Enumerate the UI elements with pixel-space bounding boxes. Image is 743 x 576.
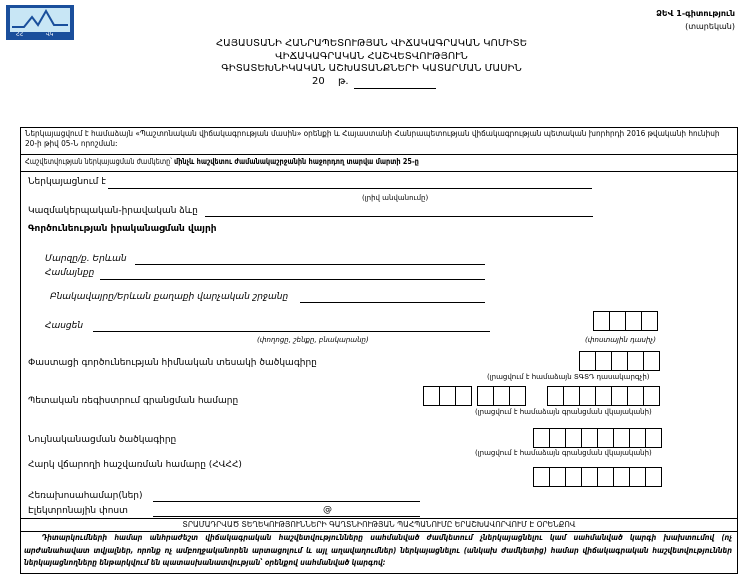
phone-label: Հեռախոսահամար(ներ) xyxy=(28,491,143,501)
location-title: Գործունեության իրականացման վայրի xyxy=(28,224,217,234)
submitter-hint: (լրիվ անվանումը) xyxy=(362,194,429,202)
year-field[interactable] xyxy=(354,88,436,89)
digit-box[interactable] xyxy=(645,428,662,448)
digit-box[interactable] xyxy=(611,351,628,371)
tin-label: Հարկ վճարողի հաշվառման համարը (ՀՎՀՀ) xyxy=(28,460,242,470)
digit-box[interactable] xyxy=(549,428,566,448)
digit-box[interactable] xyxy=(627,351,644,371)
digit-box[interactable] xyxy=(629,467,646,487)
settlement-label: Բնակավայրը/Երևան քաղաքի վարչական շրջանը xyxy=(50,292,289,302)
email-field[interactable] xyxy=(153,516,420,517)
community-label: Համայնքը xyxy=(45,268,95,278)
digit-box[interactable] xyxy=(645,467,662,487)
digit-box[interactable] xyxy=(611,386,628,406)
digit-box[interactable] xyxy=(643,351,660,371)
region-field[interactable] xyxy=(135,264,485,265)
phone-field[interactable] xyxy=(153,501,420,502)
year-suffix: թ. xyxy=(338,76,349,87)
address-field[interactable] xyxy=(93,331,490,332)
tin-boxes[interactable] xyxy=(534,467,662,487)
deadline-label: Հաշվետվության ներկայացման ժամկետը՝ xyxy=(25,157,172,166)
activity-label: Փաստացի գործունեության հիմնական տեսակի ծածկագիրը xyxy=(28,358,317,368)
digit-box[interactable] xyxy=(439,386,456,406)
activity-code-boxes[interactable] xyxy=(580,351,660,371)
digit-box[interactable] xyxy=(579,351,596,371)
digit-box[interactable] xyxy=(533,428,550,448)
digit-box[interactable] xyxy=(597,428,614,448)
digit-box[interactable] xyxy=(613,428,630,448)
registry-boxes-2[interactable] xyxy=(478,386,526,406)
region-label: Մարզը/ք. Երևան xyxy=(45,254,127,264)
digit-box[interactable] xyxy=(595,351,612,371)
digit-box[interactable] xyxy=(493,386,510,406)
digit-box[interactable] xyxy=(423,386,440,406)
registry-hint: (լրացվում է համաձայն գրանցման վկայականի) xyxy=(475,408,652,416)
liability-note xyxy=(24,532,732,570)
digit-box[interactable] xyxy=(455,386,472,406)
digit-box[interactable] xyxy=(549,467,566,487)
digit-box[interactable] xyxy=(609,311,626,331)
digit-box[interactable] xyxy=(625,311,642,331)
deadline-value: մինչև հաշվետու ժամանակաշրջանին հաջորդող տարվա մարտի 25-ը xyxy=(173,157,419,166)
digit-box[interactable] xyxy=(597,467,614,487)
digit-box[interactable] xyxy=(579,386,596,406)
header-line-1: ՀԱՅԱՍՏԱՆԻ ՀԱՆՐԱՊԵՏՈՒԹՅԱՆ ՎԻՃԱԿԱԳՐԱԿԱՆ ԿՈՄԻՏԵ xyxy=(215,38,528,49)
address-label: Հասցեն xyxy=(45,321,84,331)
submitter-label: Ներկայացնում է xyxy=(28,177,106,187)
liability-text: Դիտարկումների համար անհրաժեշտ վիճակագրական հաշվետվությունները սահմանված ժամկետում չներկայացնելու կամ սահմանված կարգի խախտումով (ոչ արժանահավատ տվյալներ, որոնք ոչ ամբողջականորեն արտացոլում և այլ աղավաղումներ) ներկայացնելու (անկախ ժամկետից) համար վիճակագրական հաշվետվություններ ներկայացնողները ենթարկվում են պատասխանատվության՝ օրենքով սահմանված կարգով: xyxy=(24,533,732,567)
divider xyxy=(20,518,738,519)
address-hint: (փողոցը, շենքը, բնակարանը) xyxy=(257,336,369,344)
logo xyxy=(6,5,74,40)
header-line-2: ՎԻՃԱԿԱԳՐԱԿԱՆ ՀԱՇՎԵՏՎՈՒԹՅՈՒՆ xyxy=(275,51,468,62)
year-prefix: 20 xyxy=(312,76,325,87)
postal-code-boxes[interactable] xyxy=(594,311,658,331)
divider xyxy=(20,154,738,155)
digit-box[interactable] xyxy=(565,467,582,487)
digit-box[interactable] xyxy=(563,386,580,406)
logo-text-right: ՎԿ xyxy=(46,32,54,38)
header-line-3: ԳԻՏԱՏԵԽՆԻԿԱԿԱՆ ԱՇԽԱՏԱՆՔՆԵՐԻ ԿԱՏԱՐՄԱՆ ՄԱՍԻՆ xyxy=(221,63,522,74)
digit-box[interactable] xyxy=(533,467,550,487)
divider xyxy=(20,171,738,172)
legal-form-field[interactable] xyxy=(205,216,593,217)
id-code-hint: (լրացվում է համաձայն գրանցման վկայականի) xyxy=(475,449,652,457)
digit-box[interactable] xyxy=(581,428,598,448)
registry-boxes-3[interactable] xyxy=(548,386,660,406)
id-code-label: Նույնականացման ծածկագիրը xyxy=(28,435,177,445)
digit-box[interactable] xyxy=(643,386,660,406)
digit-box[interactable] xyxy=(565,428,582,448)
community-field[interactable] xyxy=(100,279,485,280)
intro-text-content: Ներկայացվում է համաձայն «Պաշտոնական վիճակագրության մասին» օրենքի և Հայաստանի Հանրապետության վիճակագրության պետական խորհրդի 2016 թվականի հունիսի 20-ի թիվ 05-Ն որոշման: xyxy=(25,129,720,148)
digit-box[interactable] xyxy=(595,386,612,406)
digit-box[interactable] xyxy=(641,311,658,331)
settlement-field[interactable] xyxy=(300,302,485,303)
logo-text-left: ՀՀ xyxy=(16,32,24,38)
legal-form-label: Կազմակերպական-իրավական ձևը xyxy=(28,206,198,216)
form-period: (տարեկան) xyxy=(685,22,735,31)
digit-box[interactable] xyxy=(477,386,494,406)
form-code: ՁԵՎ 1-գիտություն xyxy=(656,9,735,18)
email-at: @ xyxy=(323,505,332,515)
registry-label: Պետական ռեգիստրում գրանցման համարը xyxy=(28,396,239,406)
registry-boxes-1[interactable] xyxy=(424,386,472,406)
digit-box[interactable] xyxy=(627,386,644,406)
email-label: Էլեկտրոնային փոստ xyxy=(28,506,128,516)
id-code-boxes[interactable] xyxy=(534,428,662,448)
digit-box[interactable] xyxy=(593,311,610,331)
activity-hint: (լրացվում է համաձայն ՏԳՏԴ դասակարգչի) xyxy=(487,373,650,381)
postal-hint: (փոստային դասիչ) xyxy=(585,336,656,344)
digit-box[interactable] xyxy=(629,428,646,448)
digit-box[interactable] xyxy=(509,386,526,406)
digit-box[interactable] xyxy=(547,386,564,406)
deadline xyxy=(25,157,505,166)
confidentiality-note: ՏՐԱՄԱԴՐՎԱԾ ՏԵՂԵԿՈՒԹՅՈՒՆՆԵՐԻ ԳԱՂՏՆԻՈՒԹՅԱՆ ՊԱՀՊԱՆՈՒՄԸ ԵՐԱՇԽԱՎՈՐՎՈՒՄ Է ՕՐԵՆՔՈՎ xyxy=(182,520,576,529)
digit-box[interactable] xyxy=(581,467,598,487)
intro-text xyxy=(25,129,724,149)
digit-box[interactable] xyxy=(613,467,630,487)
submitter-field[interactable] xyxy=(108,188,592,189)
